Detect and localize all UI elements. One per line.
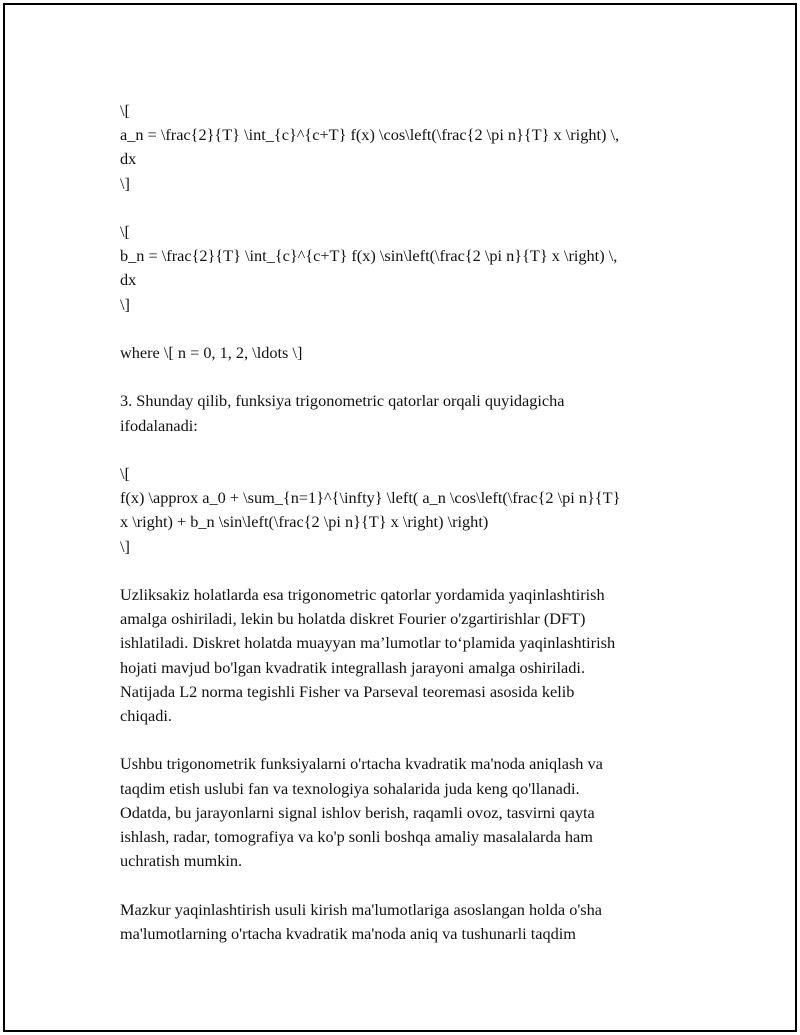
formula-fx-line: f(x) \approx a_0 + \sum_{n=1}^{\infty} \left( a_n \cos\left(\frac{2 \pi n}{T} <box>120 488 621 508</box>
formula-bn-line: dx <box>120 270 137 290</box>
paragraph-2-line: uchratish mumkin. <box>120 851 243 871</box>
formula-an <box>120 99 695 196</box>
document-body <box>120 99 695 970</box>
formula-an-line: \[ <box>120 101 130 120</box>
formula-an-line: dx <box>120 149 137 169</box>
document-page <box>3 3 797 1032</box>
formula-bn-line: \] <box>120 294 130 314</box>
formula-an-line: \] <box>120 173 130 193</box>
formula-bn <box>120 220 695 317</box>
paragraph-2 <box>120 752 695 873</box>
step-3-line: ifodalanadi: <box>120 415 198 435</box>
paragraph-1 <box>120 583 695 728</box>
paragraph-1-line: chiqadi. <box>120 706 172 725</box>
paragraph-2-line: Ushbu trigonometrik funksiyalarni o'rtacha kvadratik ma'noda aniqlash va <box>120 754 603 774</box>
paragraph-2-line: ishlash, radar, tomografiya va ko'p sonli boshqa amaliy masalalarda ham <box>120 827 593 846</box>
step-3-line: 3. Shunday qilib, funksiya trigonometric qatorlar orqali quyidagicha <box>120 391 565 411</box>
paragraph-1-line: Uzliksakiz holatlarda esa trigonometric qatorlar yordamida yaqinlashtirish <box>120 584 605 604</box>
formula-fx-line: \[ <box>120 463 130 483</box>
paragraph-3 <box>120 898 695 946</box>
step-3 <box>120 389 695 437</box>
where-clause <box>120 341 695 365</box>
formula-fx <box>120 462 695 559</box>
paragraph-2-line: Odatda, bu jarayonlarni signal ishlov berish, raqamli ovoz, tasvirni qayta <box>120 802 595 822</box>
paragraph-2-line: taqdim etish uslubi fan va texnologiya sohalarida juda keng qo'llanadi. <box>120 778 580 798</box>
paragraph-3-line: ma'lumotlarning o'rtacha kvadratik ma'noda aniq va tushunarli taqdim <box>120 923 576 943</box>
formula-an-line: a_n = \frac{2}{T} \int_{c}^{c+T} f(x) \cos\left(\frac{2 \pi n}{T} x \right) \, <box>120 125 620 145</box>
paragraph-1-line: amalga oshiriladi, lekin bu holatda diskret Fourier o'zgartirishlar (DFT) <box>120 609 586 629</box>
formula-fx-line: \] <box>120 536 130 556</box>
formula-bn-line: \[ <box>120 222 130 241</box>
where-line: where \[ n = 0, 1, 2, \ldots \] <box>120 343 303 362</box>
formula-fx-line: x \right) + b_n \sin\left(\frac{2 \pi n}{T} x \right) \right) <box>120 512 489 532</box>
paragraph-1-line: Natijada L2 norma tegishli Fisher va Parseval teoremasi asosida kelib <box>120 681 575 701</box>
paragraph-1-line: ishlatiladi. Diskret holatda muayyan ma’lumotlar to‘plamida yaqinlashtirish <box>120 633 616 653</box>
paragraph-1-line: hojati mavjud bo'lgan kvadratik integrallash jarayoni amalga oshiriladi. <box>120 657 586 677</box>
paragraph-3-line: Mazkur yaqinlashtirish usuli kirish ma'lumotlariga asoslangan holda o'sha <box>120 899 603 919</box>
formula-bn-line: b_n = \frac{2}{T} \int_{c}^{c+T} f(x) \sin\left(\frac{2 \pi n}{T} x \right) \, <box>120 246 618 266</box>
